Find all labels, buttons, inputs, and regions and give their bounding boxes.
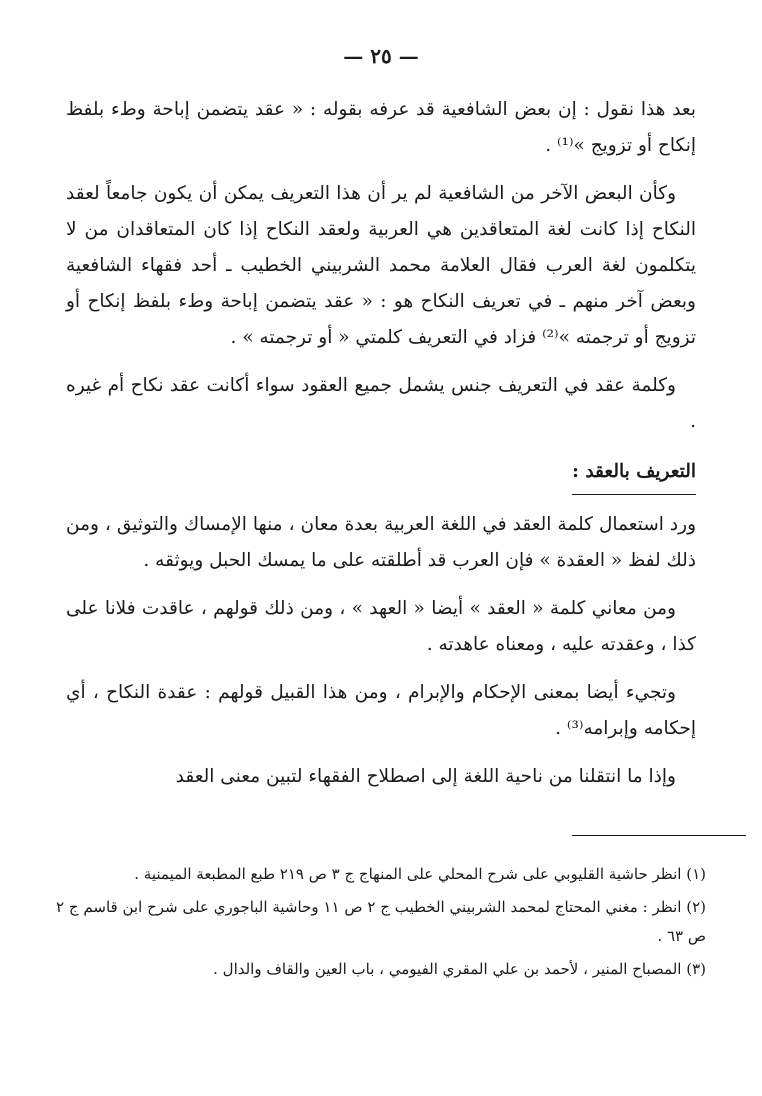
footnotes xyxy=(56,860,706,988)
footnote-1: (١) انظر حاشية القليوبي على شرح المحلي على المنهاج ج ٣ ص ٢١٩ طبع المطبعة الميمنية . xyxy=(134,865,706,883)
footnote-3: (٣) المصباح المنير ، لأحمد بن علي المقري الفيومي ، باب العين والقاف والدال . xyxy=(213,960,706,978)
footnote-separator xyxy=(572,835,746,836)
paragraph-1: بعد هذا نقول : إن بعض الشافعية قد عرفه بقوله : « عقد يتضمن إباحة وطء بلفظ إنكاح أو تزويج »⁽¹⁾ . xyxy=(66,99,696,156)
section-heading-wrapper xyxy=(66,452,696,507)
section-paragraph-2: ومن معاني كلمة « العقد » أيضا « العهد » ، ومن ذلك قولهم ، عاقدت فلانا على كذا ، وعقدته عليه ، ومعناه عاهدته . xyxy=(66,598,696,655)
section-heading: التعريف بالعقد : xyxy=(572,454,696,495)
main-text xyxy=(66,92,696,807)
footnote-2: (٢) انظر : مغني المحتاج لمحمد الشربيني الخطيب ج ٢ ص ١١ وحاشية الباجوري على شرح ابن قاسم ج ٢ ص ٦٣ . xyxy=(56,898,707,945)
section-paragraph-1: ورد استعمال كلمة العقد في اللغة العربية بعدة معان ، منها الإمساك والتوثيق ، ومن ذلك لفظ « العقدة » فإن العرب قد أطلقته على ما يمسك الحبل ويوثقه . xyxy=(66,514,696,571)
paragraph-3: وكلمة عقد في التعريف جنس يشمل جميع العقود سواء أكانت عقد نكاح أم غيره . xyxy=(66,375,696,432)
section-paragraph-4: وإذا ما انتقلنا من ناحية اللغة إلى اصطلاح الفقهاء لتبين معنى العقد xyxy=(175,766,676,787)
paragraph-2: وكأن البعض الآخر من الشافعية لم ير أن هذا التعريف يمكن أن يكون جامعاً لعقد النكاح إذا كانت لغة المتعاقدين هي العربية ولعقد النكاح إذا كان المتعاقدان من لا يتكلمون لغة العرب فقال العلامة محمد الشربيني الخطيب ـ أحد فقهاء الشافعية وبعض آخر منهم ـ في تعريف النكاح هو : « عقد يتضمن إباحة وطء بلفظ إنكاح أو تزويج أو ترجمته »⁽²⁾ فزاد في التعريف كلمتي « أو ترجمته » . xyxy=(66,183,696,348)
section-paragraph-3: وتجيء أيضا بمعنى الإحكام والإبرام ، ومن هذا القبيل قولهم : عقدة النكاح ، أي إحكامه وإبرامه⁽³⁾ . xyxy=(66,682,696,739)
page-number: — ٢٥ — xyxy=(343,44,419,68)
